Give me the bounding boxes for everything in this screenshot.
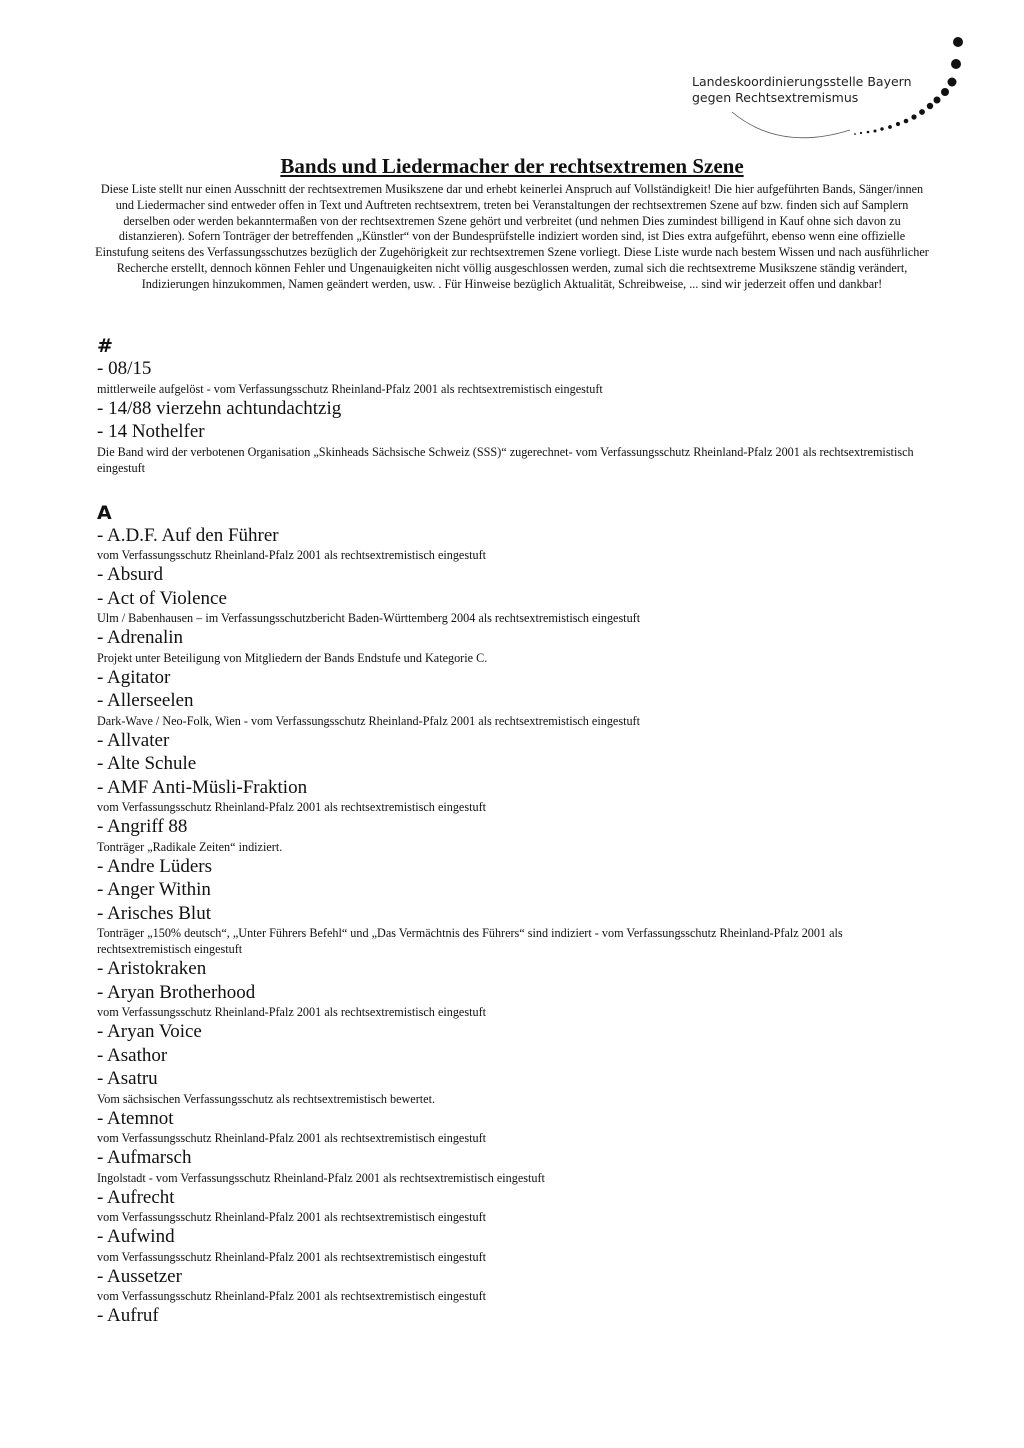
list-item bbox=[97, 626, 927, 666]
band-name: - Allvater bbox=[97, 729, 170, 751]
band-note: vom Verfassungsschutz Rheinland-Pfalz 2001 als rechtsextremistisch eingestuft bbox=[97, 1131, 487, 1145]
band-name: - Aryan Voice bbox=[97, 1021, 202, 1042]
list-item bbox=[97, 855, 927, 879]
list-item bbox=[97, 878, 927, 902]
list-item bbox=[97, 902, 927, 958]
band-name: - Alte Schule bbox=[97, 753, 197, 774]
section-letter: # bbox=[97, 335, 113, 357]
list-item bbox=[97, 1186, 927, 1226]
band-name: - Aussetzer bbox=[97, 1265, 182, 1287]
list-item bbox=[97, 815, 927, 855]
band-name: - A.D.F. Auf den Führer bbox=[97, 524, 279, 546]
band-name: - Agitator bbox=[97, 666, 171, 688]
band-name: - Angriff 88 bbox=[97, 816, 188, 837]
band-note: Ulm / Babenhausen – im Verfassungsschutzbericht Baden-Württemberg 2004 als rechtsextremistisch eingestuft bbox=[97, 611, 641, 625]
band-note: vom Verfassungsschutz Rheinland-Pfalz 2001 als rechtsextremistisch eingestuft bbox=[97, 1005, 487, 1019]
band-note: vom Verfassungsschutz Rheinland-Pfalz 2001 als rechtsextremistisch eingestuft bbox=[97, 800, 487, 814]
band-name: - Atemnot bbox=[97, 1107, 174, 1129]
band-name: - Asatru bbox=[97, 1068, 158, 1089]
band-name: - Aufmarsch bbox=[97, 1147, 192, 1168]
band-name: - Arisches Blut bbox=[97, 902, 211, 924]
intro-paragraph: Diese Liste stellt nur einen Ausschnitt der rechtsextremen Musikszene dar und erhebt keinerlei Anspruch auf Vollständigkeit! Die hier aufgeführten Bands, Sänger/innen und Liedermacher sind entweder offen in Text und Auftreten rechtsextrem, treten bei Veranstaltungen der rechtsextremen Szene auf bzw. finden sich auf Samplern derselben oder werden bekanntermaßen von der rechtsextremen Szene gehört und verbreitet (und nehmen Dies zumindest billigend in Kauf ohne sich davon zu distanzieren). Sofern Tonträger der betreffenden „Künstler“ von der Bundesprüfstelle indiziert worden sind, ist Dies extra aufgeführt, ebenso wenn eine offizielle Einstufung seitens des Verfassungsschutzes bezüglich der Zugehörigkeit zur rechtsextremen Szene vorliegt. Diese Liste wurde nach bestem Wissen und nach ausführlicher Recherche erstellt, dennoch können Fehler und Ungenauigkeiten nicht völlig ausgeschlossen werden, zumal sich die rechtsextreme Musikszene ständig verändert, Indizierungen hinzukommen, Namen geändert werden, usw. . Für Hinweise bezüglich Aktualität, Schreibweise, ... sind wir jederzeit offen und dankbar! bbox=[95, 182, 929, 291]
list-item bbox=[97, 1107, 927, 1147]
list-item bbox=[97, 587, 927, 627]
band-name: - Aufwind bbox=[97, 1226, 175, 1247]
list-item bbox=[97, 776, 927, 816]
band-note: mittlerweile aufgelöst - vom Verfassungsschutz Rheinland-Pfalz 2001 als rechtsextremistisch eingestuft bbox=[97, 381, 603, 396]
list-item bbox=[97, 1067, 927, 1107]
band-note: vom Verfassungsschutz Rheinland-Pfalz 2001 als rechtsextremistisch eingestuft bbox=[97, 1249, 487, 1264]
section-letter: A bbox=[97, 501, 112, 524]
band-note: vom Verfassungsschutz Rheinland-Pfalz 2001 als rechtsextremistisch eingestuft bbox=[97, 1210, 487, 1224]
list-item bbox=[97, 981, 927, 1021]
band-name: - Asathor bbox=[97, 1044, 168, 1066]
band-name: - 14 Nothelfer bbox=[97, 421, 205, 442]
band-note: Projekt unter Beteiligung von Mitgliedern der Bands Endstufe und Kategorie C. bbox=[97, 650, 488, 665]
band-note: Vom sächsischen Verfassungsschutz als rechtsextremistisch bewertet. bbox=[97, 1091, 436, 1106]
band-note: Dark-Wave / Neo-Folk, Wien - vom Verfassungsschutz Rheinland-Pfalz 2001 als rechtsextremistisch eingestuft bbox=[97, 713, 640, 728]
list-item bbox=[97, 957, 927, 981]
band-note: vom Verfassungsschutz Rheinland-Pfalz 2001 als rechtsextremistisch eingestuft bbox=[97, 548, 487, 562]
page-title: Bands und Liedermacher der rechtsextremen Szene bbox=[280, 154, 744, 178]
logo-line-2: gegen Rechtsextremismus bbox=[692, 90, 859, 105]
band-name: - Aufrecht bbox=[97, 1186, 175, 1208]
band-name: - 14/88 vierzehn achtundachtzig bbox=[97, 397, 342, 419]
band-note: Ingolstadt - vom Verfassungsschutz Rheinland-Pfalz 2001 als rechtsextremistisch eingestuft bbox=[97, 1170, 545, 1185]
logo-swoosh-line bbox=[732, 112, 850, 138]
list-item bbox=[97, 1265, 927, 1305]
logo-line-1: Landeskoordinierungsstelle Bayern bbox=[692, 74, 912, 89]
list-item bbox=[97, 563, 927, 587]
band-name: - AMF Anti-Müsli-Fraktion bbox=[97, 776, 308, 798]
band-note: Tonträger „Radikale Zeiten“ indiziert. bbox=[97, 839, 283, 854]
list-item bbox=[97, 1146, 927, 1186]
band-note: Die Band wird der verbotenen Organisation „Skinheads Sächsische Schweiz (SSS)“ zugerechnet- vom Verfassungsschutz Rheinland-Pfalz 2001 als rechtsextremistisch eingestuft bbox=[97, 444, 914, 475]
list-item bbox=[97, 524, 927, 564]
band-note: Tonträger „150% deutsch“, „Unter Führers Befehl“ und „Das Vermächtnis des Führers“ sind indiziert - vom Verfassungsschutz Rheinland-Pfalz 2001 als rechtsextremistisch eingestuft bbox=[97, 926, 843, 956]
list-item bbox=[97, 1304, 927, 1328]
list-item bbox=[97, 752, 927, 776]
band-list bbox=[97, 335, 927, 1328]
band-name: - Absurd bbox=[97, 564, 163, 585]
band-name: - Act of Violence bbox=[97, 587, 227, 609]
list-section bbox=[97, 335, 927, 476]
band-name: - Anger Within bbox=[97, 879, 211, 900]
list-item bbox=[97, 1044, 927, 1068]
list-item bbox=[97, 420, 927, 476]
list-section bbox=[97, 476, 927, 1328]
list-item bbox=[97, 357, 927, 397]
band-name: - Adrenalin bbox=[97, 627, 184, 648]
logo-text bbox=[692, 74, 912, 106]
list-item bbox=[97, 666, 927, 690]
list-item bbox=[97, 689, 927, 729]
band-name: - Andre Lüders bbox=[97, 855, 213, 877]
list-item bbox=[97, 1020, 927, 1044]
band-name: - Aristokraken bbox=[97, 958, 207, 979]
list-item bbox=[97, 1225, 927, 1265]
band-name: - Allerseelen bbox=[97, 690, 194, 711]
band-name: - Aufruf bbox=[97, 1305, 159, 1326]
list-item bbox=[97, 729, 927, 753]
list-item bbox=[97, 397, 927, 421]
band-name: - Aryan Brotherhood bbox=[97, 981, 256, 1003]
band-note: vom Verfassungsschutz Rheinland-Pfalz 2001 als rechtsextremistisch eingestuft bbox=[97, 1289, 487, 1303]
band-name: - 08/15 bbox=[97, 358, 152, 379]
section-spacer bbox=[97, 476, 927, 502]
